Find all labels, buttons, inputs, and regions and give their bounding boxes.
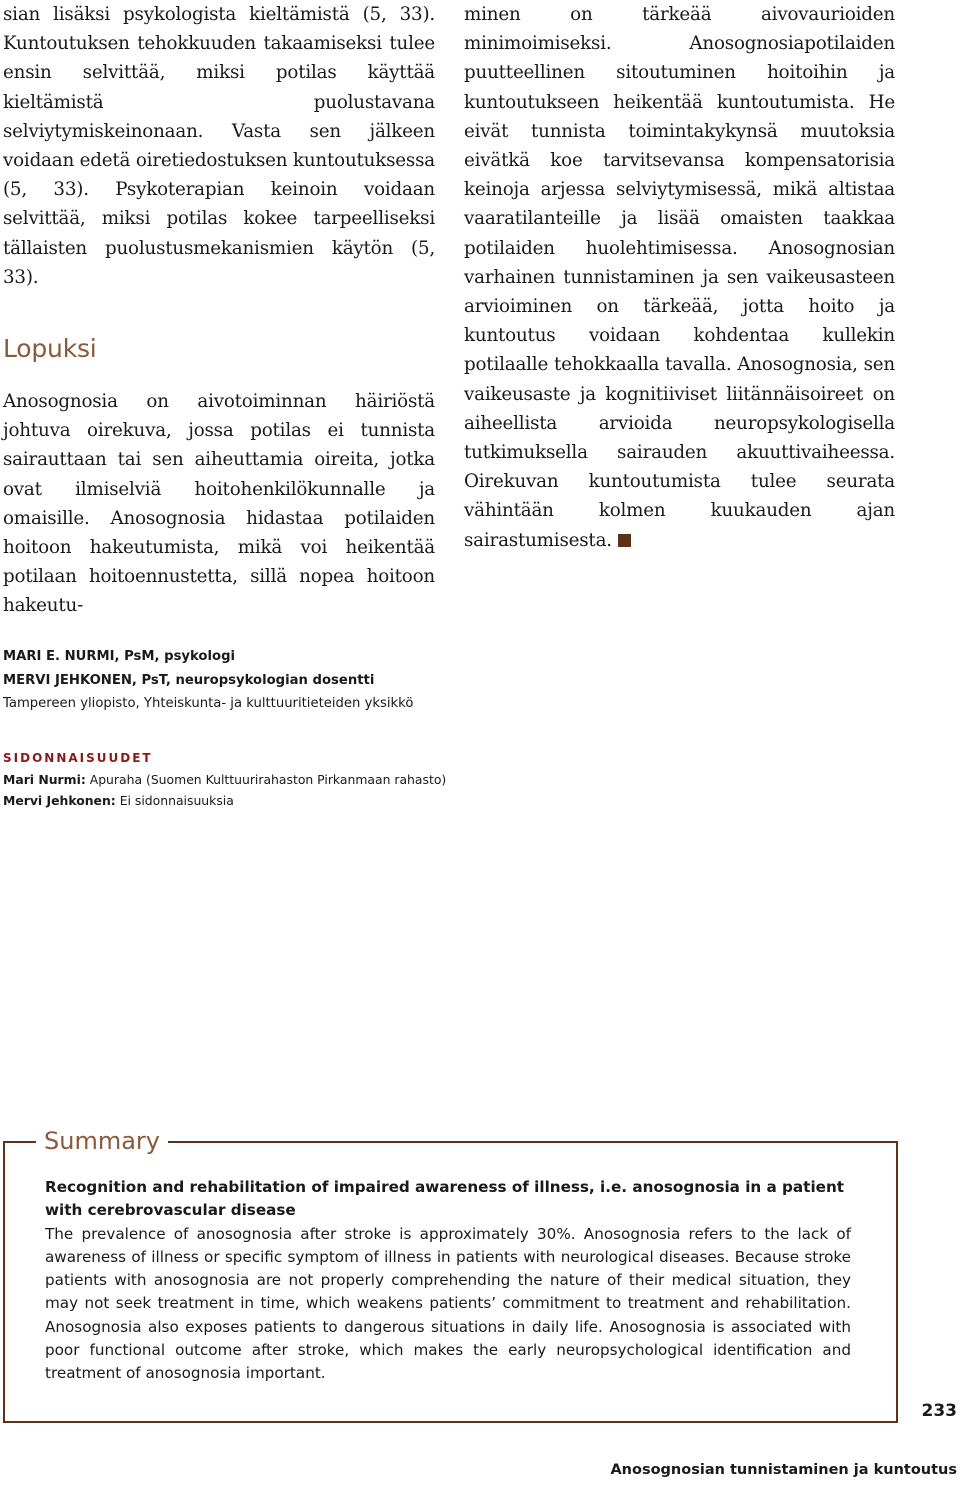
disclosure-name: Mervi Jehkonen:	[3, 793, 116, 808]
disclosure-item	[3, 769, 446, 790]
paragraph: Anosognosia on aivotoiminnan häiriöstä johtuva oirekuva, jossa potilas ei tunnista sairauttaan tai sen aiheuttamia oireita, jotka ovat ilmiselviä hoitohenkilökunnalle ja omaisille. Anosognosia hidastaa potilaiden hoitoon hakeutumista, mikä voi heikentää potilaan hoitoennustetta, sillä nopea hoitoon hakeutu-	[3, 391, 435, 617]
disclosure-text: Ei sidonnaisuuksia	[115, 793, 234, 808]
summary-text: The prevalence of anosognosia after stroke is approximately 30%. Anosognosia refers to the lack of awareness of illness or specific symptom of illness in patients with neurological diseases. Because stroke patients with anosognosia are not properly comprehending the nature of their medical situation, they may not seek treatment in time, which weakens patients’ commitment to treatment and rehabilitation. Anosognosia also exposes patients to dangerous situations in daily life. Anosognosia is associated with poor functional outcome after stroke, which makes the early neuropsychological identification and treatment of anosognosia important.	[45, 1224, 851, 1383]
summary-label: Summary	[36, 1125, 168, 1157]
disclosure-item	[3, 790, 446, 811]
author-name: MERVI JEHKONEN, PsT, neuropsykologian dosentti	[3, 672, 375, 688]
disclosures-section	[3, 748, 446, 811]
paragraph-text: minen on tärkeää aivovaurioiden minimoimiseksi. Anosognosiapotilaiden puutteellinen sitoutuminen hoitoihin ja kuntoutukseen heikentää kuntoutumista. He eivät tunnista toimintakykynsä muutoksia eivätkä koe tarvitsevansa kompensatorisia keinoja arjessa selviytymisessä, mikä altistaa vaaratilanteille ja lisää omaisten taakkaa potilaiden huolehtimisessa. Anosognosian varhainen tunnistaminen ja sen vaikeusasteen arvioiminen on tärkeää, jotta hoito ja kuntoutus voidaan kohdentaa kullekin potilaalle tehokkaalla tavalla. Anosognosia, sen vaikeusaste ja kognitiiviset liitännäisoireet on aiheellista arvioida neuropsykologisella tutkimuksella sairauden akuuttivaiheessa. Oirekuvan kuntoutumista tulee seurata vähintään kolmen kuukauden ajan sairastumisesta.	[464, 4, 895, 551]
end-of-article-mark-icon	[618, 534, 631, 547]
left-text-column	[3, 0, 435, 621]
disclosures-heading: SIDONNAISUUDET	[3, 751, 153, 765]
author-info	[3, 645, 413, 716]
paragraph: sian lisäksi psykologista kieltämistä (5, 33). Kuntoutuksen tehokkuuden takaamiseksi tulee ensin selvittää, miksi potilas käyttää kieltämistä puolustavana selviytymiskeinonaan. Vasta sen jälkeen voidaan edetä oiretiedostuksen kuntoutuksessa (5, 33). Psykoterapian keinoin voidaan selvittää, miksi potilas kokee tarpeelliseksi tällaisten puolustusmekanismien käytön (5, 33).	[3, 4, 435, 288]
summary-body	[45, 1176, 851, 1386]
disclosure-name: Mari Nurmi:	[3, 772, 86, 787]
section-heading-lopuksi: Lopuksi	[3, 334, 97, 364]
summary-title: Recognition and rehabilitation of impaired awareness of illness, i.e. anosognosia in a patient with cerebrovascular disease	[45, 1178, 845, 1220]
page-number: 233	[921, 1401, 957, 1421]
running-footer: Anosognosian tunnistaminen ja kuntoutus	[610, 1462, 957, 1478]
author-affiliation: Tampereen yliopisto, Yhteiskunta- ja kulttuuritieteiden yksikkö	[3, 696, 414, 711]
right-text-column	[464, 0, 895, 555]
author-name: MARI E. NURMI, PsM, psykologi	[3, 649, 236, 664]
disclosure-text: Apuraha (Suomen Kulttuurirahaston Pirkanmaan rahasto)	[85, 772, 447, 787]
paragraph	[464, 0, 895, 555]
